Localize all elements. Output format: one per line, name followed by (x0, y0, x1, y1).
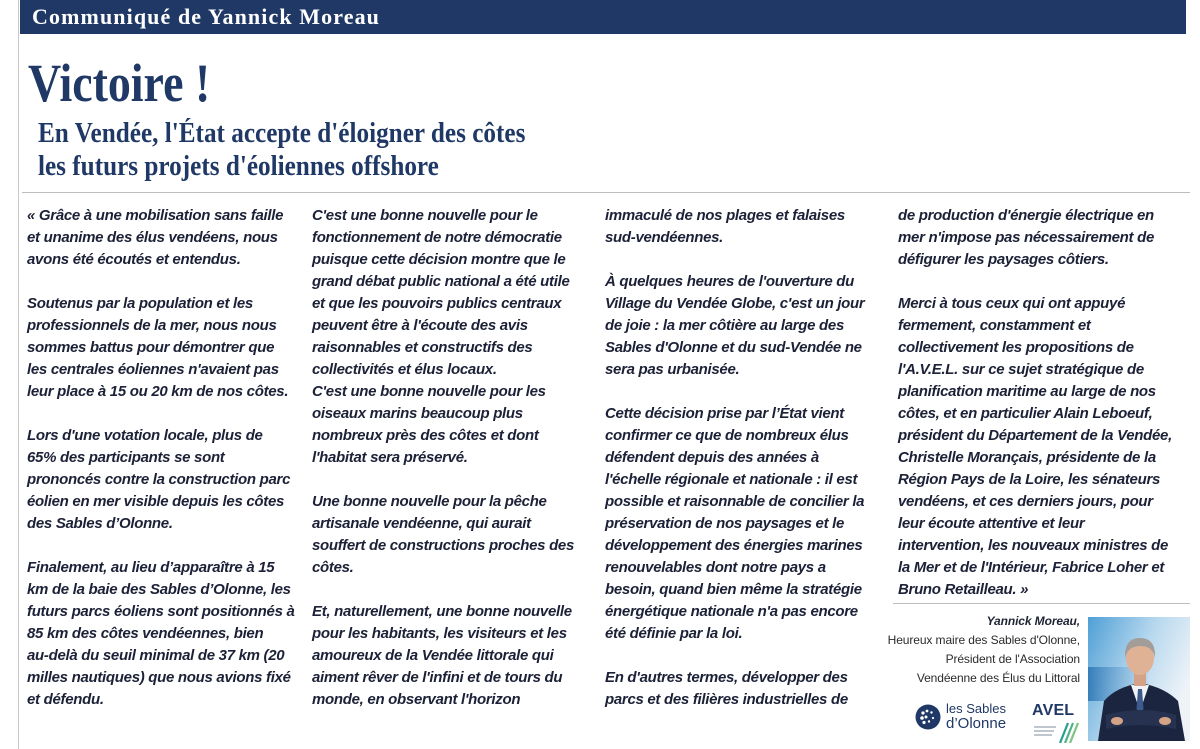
paragraph: En d'autres termes, développer des parcs et des filières industrielles de (605, 669, 848, 708)
paragraph: Soutenus par la population et les professionnels de la mer, nous nous sommes battus pour démontrer que les centrales éoliennes n'avaient pas leur place à 15 ou 20 km de nos côtes. (27, 295, 289, 400)
subheadline-line-2: les futurs projets d'éoliennes offshore (38, 151, 439, 182)
banner-title: Communiqué de Yannick Moreau (32, 4, 381, 29)
les-sables-wordmark (946, 702, 1006, 732)
paragraph: de production d'énergie électrique en mer n'impose pas nécessairement de défigurer les paysages côtiers. (898, 207, 1154, 268)
portrait-photo (1088, 617, 1190, 741)
left-border-rule (18, 0, 19, 749)
avel-wordmark: AVEL (1032, 702, 1075, 719)
paragraph: « Grâce à une mobilisation sans faille et unanime des élus vendéens, nous avons été écoutés et entendus. (27, 207, 284, 268)
subheadline (38, 117, 525, 183)
signatory-title-line: Heureux maire des Sables d'Olonne, (887, 633, 1080, 647)
subheadline-line-1: En Vendée, l'État accepte d'éloigner des côtes (38, 118, 526, 149)
signatory-name: Yannick Moreau, (986, 614, 1080, 628)
paragraph: immaculé de nos plages et falaises sud-vendéennes. (605, 207, 845, 246)
paragraph: Une bonne nouvelle pour la pêche artisanale vendéenne, qui aurait souffert de constructions proches des côtes. (312, 493, 575, 576)
paragraph: Finalement, au lieu d’apparaître à 15 km de la baie des Sables d’Olonne, les futurs parcs éoliens sont positionnés à 85 km des côtes vendéennes, bien au-delà du seuil minimal de 37 km (20 milles nautiques) que nous avions fixé et défendu. (27, 559, 295, 708)
text-column-2 (312, 205, 574, 733)
text-column-3 (605, 205, 864, 733)
signatory-title-line: Président de l'Association (945, 652, 1080, 666)
headline-divider (22, 192, 1190, 193)
signature-block (888, 612, 1080, 688)
paragraph: C'est une bonne nouvelle pour le fonctionnement de notre démocratie puisque cette décision montre que le grand débat public national a été utile et que les pouvoirs publics centraux peuvent être à l'écoute des avis raisonnables et constructifs des collectivités et élus locaux. C'est une bonne nouvelle pour les oiseaux marins beaucoup plus nombreux près des côtes et dont l'habitat sera préservé. (312, 207, 570, 466)
text-column-4 (898, 205, 1172, 623)
paragraph: Merci à tous ceux qui ont appuyé fermement, constamment et collectivement les propositions de l'A.V.E.L. sur ce sujet stratégique de planification maritime au large de nos côtes, et en particulier Alain Leboeuf, président du Département de la Vendée, Christelle Morançais, présidente de la Région Pays de la Loire, les sénateurs vendéens, et ces derniers jours, pour leur écoute attentive et leur intervention, les nouveaux ministres de la Mer et de l'Intérieur, Fabrice Loher et Bruno Retailleau. » (898, 295, 1172, 598)
header-banner (20, 0, 1186, 34)
paragraph: Et, naturellement, une bonne nouvelle pour les habitants, les visiteurs et les amoureux de la Vendée littorale qui aiment rêver de l'infini et de tours du monde, en observant l'horizon (312, 603, 572, 708)
signature-divider (893, 603, 1190, 604)
les-sables-d-olonne-logo (915, 701, 1006, 733)
logo-line-2: d’Olonne (946, 715, 1007, 732)
logo-line-1: les Sables (946, 701, 1006, 716)
paragraph: Cette décision prise par l’État vient confirmer ce que de nombreux élus défendent depuis des années à l'échelle régionale et nationale : il est possible et raisonnable de concilier la préservation de nos paysages et le développement des énergies marines renouvelables dont notre pays a besoin, quand bien même la stratégie énergétique nationale n'a pas encore été définie par la loi. (605, 405, 865, 642)
text-column-1 (27, 205, 295, 733)
signatory-title-line: Vendéenne des Élus du Littoral (916, 671, 1080, 685)
avel-waves-icon (1032, 721, 1082, 743)
paragraph: À quelques heures de l'ouverture du Village du Vendée Globe, c'est un jour de joie : la mer côtière au large des Sables d'Olonne et du sud-Vendée ne sera pas urbanisée. (605, 273, 865, 378)
paragraph: Lors d'une votation locale, plus de 65% des participants se sont prononcés contre la construction parc éolien en mer visible depuis les côtes des Sables d’Olonne. (27, 427, 291, 532)
avel-logo (1032, 702, 1082, 744)
headline: Victoire ! (28, 53, 211, 113)
les-sables-logo-mark-icon (915, 704, 941, 730)
